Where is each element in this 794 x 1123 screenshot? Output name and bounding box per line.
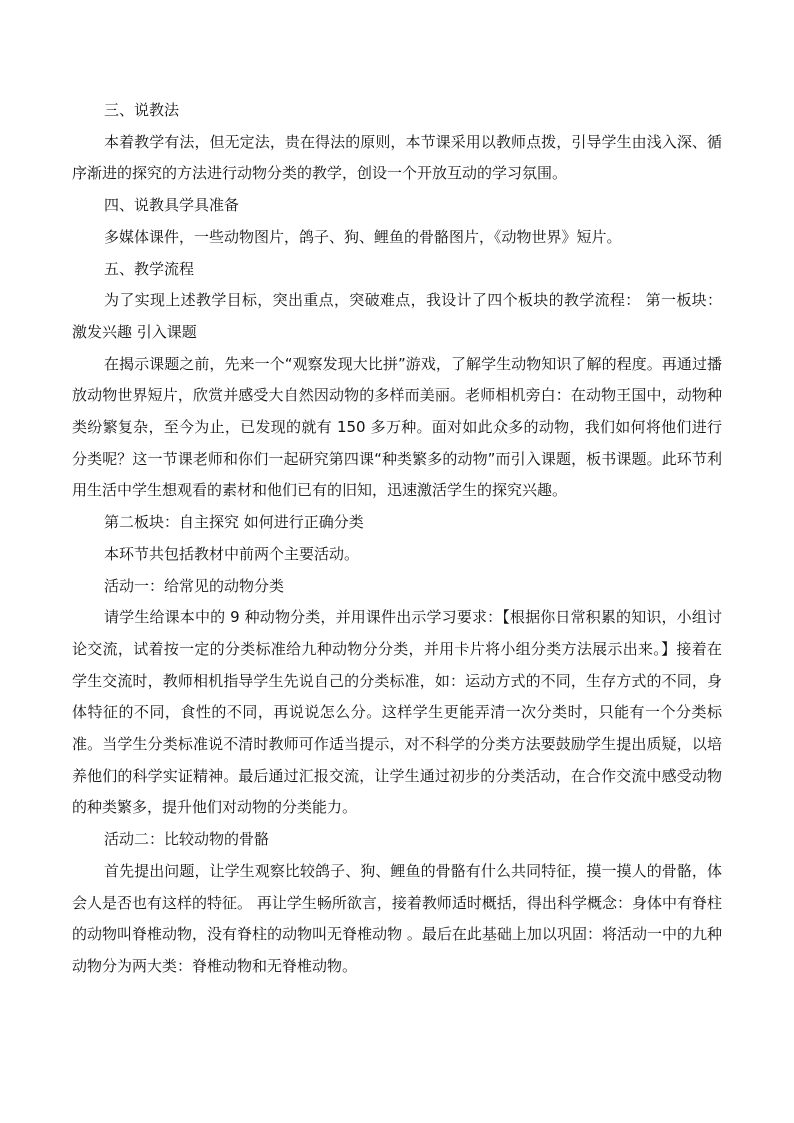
heading-activity-two: 活动二：比较动物的骨骼 bbox=[104, 830, 270, 849]
paragraph-activity-one: 请学生给课本中的 9 种动物分类，并用课件出示学习要求：【根据你日常积累的知识，小组讨论交流，试着按一定的分类标准给九种动物分分类，并用卡片将小组分类方法展示出来。】接着在学生交流时，教师相机指导学生先说自己的分类标准，如：运动方式的不同，生存方式的不同，身体特征的不同，食性的不同，再说说怎么分。这样学生更能弄清一次分类时，只能有一个分类标准。当学生分类标准说不清时教师可作适当提示，对不科学的分类方法要鼓励学生提出质疑，以培养他们的科学实证精神。最后通过汇报交流，让学生通过初步的分类活动，在合作交流中感受动物的种类繁多，提升他们对动物的分类能力。 bbox=[72, 608, 722, 817]
paragraph-activity-two: 首先提出问题，让学生观察比较鸽子、狗、鲤鱼的骨骼有什么共同特征，摸一摸人的骨骼，体会人是否也有这样的特征。 再让学生畅所欲言，接着教师适时概括，得出科学概念：身体中有脊柱的动物叫脊椎动物，没有脊柱的动物叫无脊椎动物 。最后在此基础上加以巩固：将活动一中的九种动物分为两大类：脊椎动物和无脊椎动物。 bbox=[72, 861, 722, 975]
paragraph-block-two-intro: 本环节共包括教材中前两个主要活动。 bbox=[104, 544, 360, 563]
heading-activity-one: 活动一：给常见的动物分类 bbox=[104, 576, 285, 595]
document-body bbox=[72, 95, 722, 983]
paragraph-block-one: 在揭示课题之前，先来一个“观察发现大比拼”游戏，了解学生动物知识了解的程度。再通过播放动物世界短片，欣赏并感受大自然因动物的多样而美丽。老师相机旁白：在动物王国中，动物种类纷繁复杂，至今为止，已发现的就有 150 多万种。面对如此众多的动物，我们如何将他们进行分类呢？这一节课老师和你们一起研究第四课“种类繁多的动物”而引入课题，板书课题。此环节利用生活中学生想观看的素材和他们已有的旧知，迅速激活学生的探究兴趣。 bbox=[72, 354, 722, 500]
heading-block-two: 第二板块：自主探究 如何进行正确分类 bbox=[104, 513, 364, 532]
paragraph-flow-intro: 为了实现上述教学目标，突出重点，突破难点，我设计了四个板块的教学流程： 第一板块：激发兴趣 引入课题 bbox=[72, 291, 722, 341]
paragraph-materials: 多媒体课件，一些动物图片，鸽子、狗、鲤鱼的骨骼图片，《动物世界》短片。 bbox=[104, 227, 622, 246]
paragraph-teaching-method: 本着教学有法，但无定法，贵在得法的原则，本节课采用以教师点拨，引导学生由浅入深、循序渐进的探究的方法进行动物分类的教学，创设一个开放互动的学习氛围。 bbox=[72, 132, 722, 183]
section-heading-teaching-flow: 五、教学流程 bbox=[104, 259, 195, 278]
section-heading-materials: 四、说教具学具准备 bbox=[104, 196, 240, 215]
section-heading-teaching-method: 三、说教法 bbox=[104, 101, 180, 119]
